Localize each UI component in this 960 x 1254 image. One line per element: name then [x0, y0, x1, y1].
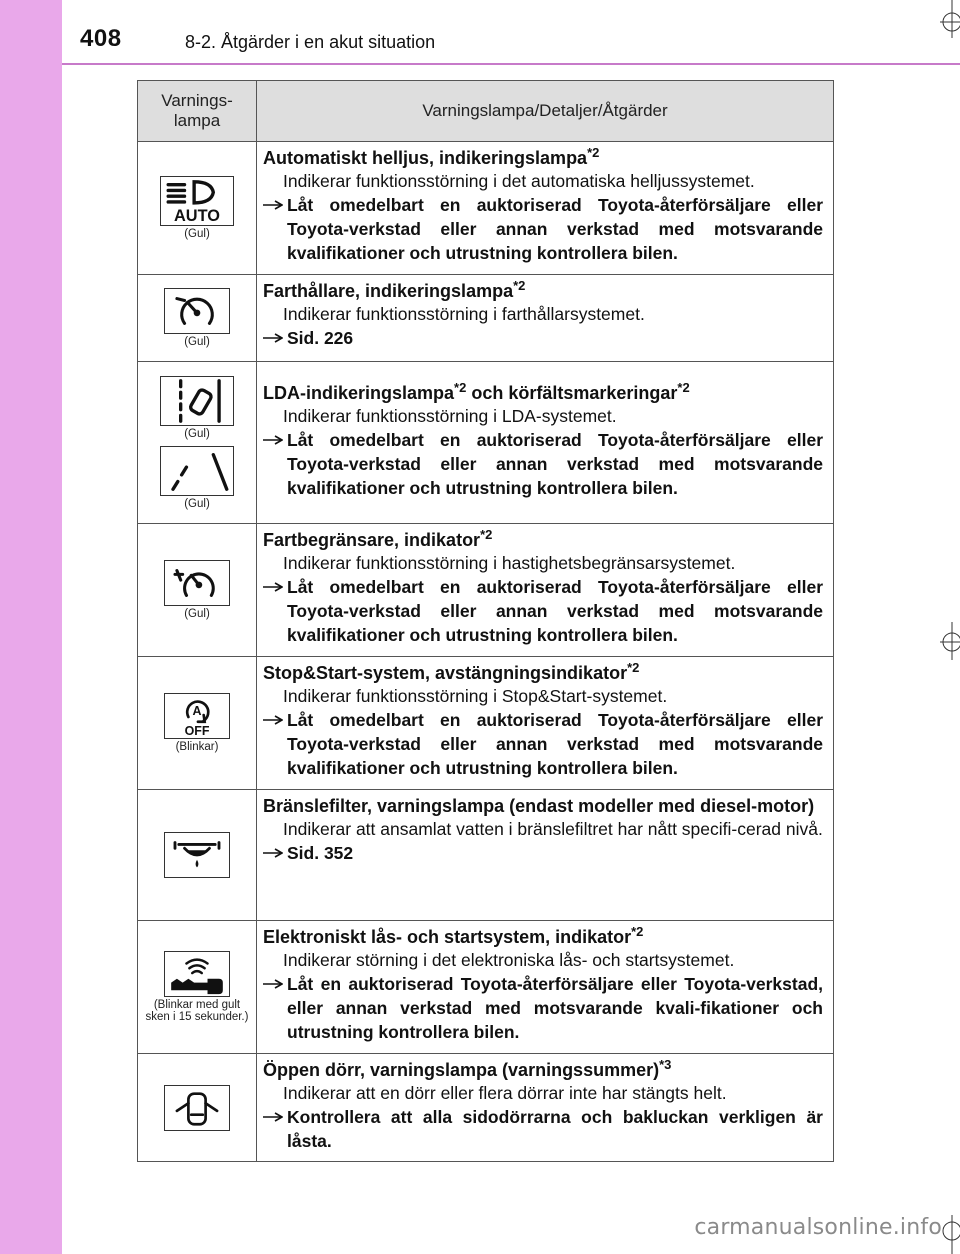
- row-title: Elektroniskt lås- och startsystem, indikator$^{*2}$: [263, 924, 644, 947]
- lamp-caption: (Gul): [184, 336, 210, 348]
- stop-start-off-icon: [164, 693, 230, 739]
- arrow-right-icon: [263, 1112, 283, 1122]
- lamp-caption: (Gul): [184, 228, 210, 240]
- arrow-right-icon: [263, 200, 283, 210]
- speed-limiter-icon: [164, 560, 230, 606]
- row-description: Indikerar att ansamlat vatten i bränslefiltret har nått specifi-cerad nivå.: [283, 819, 823, 839]
- arrow-right-icon: [263, 979, 283, 989]
- table-row: [138, 275, 834, 362]
- lamp-caption: (Gul): [184, 608, 210, 620]
- detail-cell: [257, 790, 834, 921]
- detail-cell: [257, 921, 834, 1054]
- smart-key-icon: [164, 951, 230, 997]
- row-action: Låt omedelbart en auktoriserad Toyota-återförsäljare eller Toyota-verkstad eller annan verkstad med motsvarande kvalifikationer och utrustning kontrollera bilen.: [263, 428, 823, 500]
- lamp-cell: [138, 790, 257, 921]
- row-title: LDA-indikeringslampa$^{*2}$ och körfältsmarkeringar$^{*2}$: [263, 380, 690, 403]
- row-description: Indikerar funktionsstörning i det automatiska helljussystemet.: [283, 171, 755, 191]
- crop-mark-top-right-icon: [930, 0, 960, 40]
- column-header-lamp: [138, 81, 257, 142]
- svg-text:A: A: [192, 704, 202, 719]
- row-action: Låt omedelbart en auktoriserad Toyota-återförsäljare eller Toyota-verkstad eller annan verkstad med motsvarande kvalifikationer och utrustning kontrollera bilen.: [263, 575, 823, 647]
- table-row: [138, 790, 834, 921]
- arrow-right-icon: [263, 848, 283, 858]
- row-title: Automatiskt helljus, indikeringslampa$^{*2}$: [263, 145, 600, 168]
- row-description: Indikerar funktionsstörning i farthållarsystemet.: [283, 304, 645, 324]
- detail-cell: [257, 362, 834, 524]
- page-sidebar: [0, 0, 62, 1254]
- arrow-right-icon: [263, 715, 283, 725]
- detail-cell: [257, 657, 834, 790]
- section-title: 8-2. Åtgärder i en akut situation: [185, 32, 436, 52]
- arrow-right-icon: [263, 582, 283, 592]
- open-door-icon: [164, 1085, 230, 1131]
- row-description: Indikerar funktionsstörning i hastighetsbegränsarsystemet.: [283, 553, 736, 573]
- row-action: Låt en auktoriserad Toyota-återförsäljare eller Toyota-verkstad, eller annan verkstad med motsvarande kvali-fikationer och utrustning kontrollera bilen.: [263, 972, 823, 1044]
- detail-cell: [257, 524, 834, 657]
- arrow-right-icon: [263, 435, 283, 445]
- header-rule: [62, 63, 960, 65]
- svg-text:OFF: OFF: [184, 724, 210, 738]
- lane-marking-icon: [160, 446, 234, 496]
- lamp-cell: [138, 1054, 257, 1162]
- lamp-cell: [138, 921, 257, 1054]
- lamp-caption: (Blinkar med gult sken i 15 sekunder.): [145, 999, 249, 1023]
- row-title: Stop&Start-system, avstängningsindikator$^{*2}$: [263, 660, 640, 683]
- auto-high-beam-icon: [160, 176, 234, 226]
- row-description: Indikerar funktionsstörning i Stop&Start-systemet.: [283, 686, 668, 706]
- cruise-control-icon: [164, 288, 230, 334]
- row-title: Bränslefilter, varningslampa (endast modeller med diesel-motor): [263, 796, 815, 816]
- lamp-caption: (Blinkar): [175, 741, 219, 753]
- lamp-cell: [138, 362, 257, 524]
- lamp-cell: [138, 524, 257, 657]
- row-action: Sid. 226: [263, 326, 823, 350]
- table-row: [138, 1054, 834, 1162]
- lamp-caption: (Gul): [184, 427, 210, 440]
- lamp-cell: [138, 142, 257, 275]
- detail-cell: [257, 1054, 834, 1162]
- warning-lamp-table: [137, 80, 834, 1162]
- row-action: Sid. 352: [263, 841, 823, 865]
- lamp-caption: (Gul): [184, 497, 210, 510]
- row-title: Öppen dörr, varningslampa (varningssummer)$^{*3}$: [263, 1057, 672, 1080]
- row-description: Indikerar störning i det elektroniska lås- och startsystemet.: [283, 950, 735, 970]
- watermark[interactable]: carmanualsonline.info: [694, 1215, 942, 1240]
- crop-mark-right-middle-icon: [930, 622, 960, 662]
- arrow-right-icon: [263, 333, 283, 343]
- table-row: [138, 921, 834, 1054]
- row-action: Låt omedelbart en auktoriserad Toyota-återförsäljare eller Toyota-verkstad eller annan verkstad med motsvarande kvalifikationer och utrustning kontrollera bilen.: [263, 193, 823, 265]
- row-action: Låt omedelbart en auktoriserad Toyota-återförsäljare eller Toyota-verkstad eller annan verkstad med motsvarande kvalifikationer och utrustning kontrollera bilen.: [263, 708, 823, 780]
- lda-icon: [160, 376, 234, 426]
- row-action: Kontrollera att alla sidodörrarna och bakluckan verkligen är låsta.: [263, 1105, 823, 1153]
- column-header-details: Varningslampa/Detaljer/Åtgärder: [257, 81, 834, 142]
- table-row: [138, 524, 834, 657]
- fuel-filter-icon: [164, 832, 230, 878]
- row-description: Indikerar funktionsstörning i LDA-systemet.: [283, 406, 617, 426]
- table-row: [138, 142, 834, 275]
- row-title: Fartbegränsare, indikator$^{*2}$: [263, 527, 493, 550]
- row-description: Indikerar att en dörr eller flera dörrar inte har stängts helt.: [283, 1083, 727, 1103]
- svg-text:AUTO: AUTO: [174, 207, 220, 225]
- column-header-lamp-text: Varnings- lampa: [161, 91, 233, 130]
- table-row: [138, 657, 834, 790]
- table-row: [138, 362, 834, 524]
- lamp-cell: [138, 657, 257, 790]
- detail-cell: [257, 275, 834, 362]
- row-title: Farthållare, indikeringslampa$^{*2}$: [263, 278, 526, 301]
- page-number: 408: [80, 25, 122, 52]
- detail-cell: [257, 142, 834, 275]
- table-header-row: [138, 81, 834, 142]
- lamp-cell: [138, 275, 257, 362]
